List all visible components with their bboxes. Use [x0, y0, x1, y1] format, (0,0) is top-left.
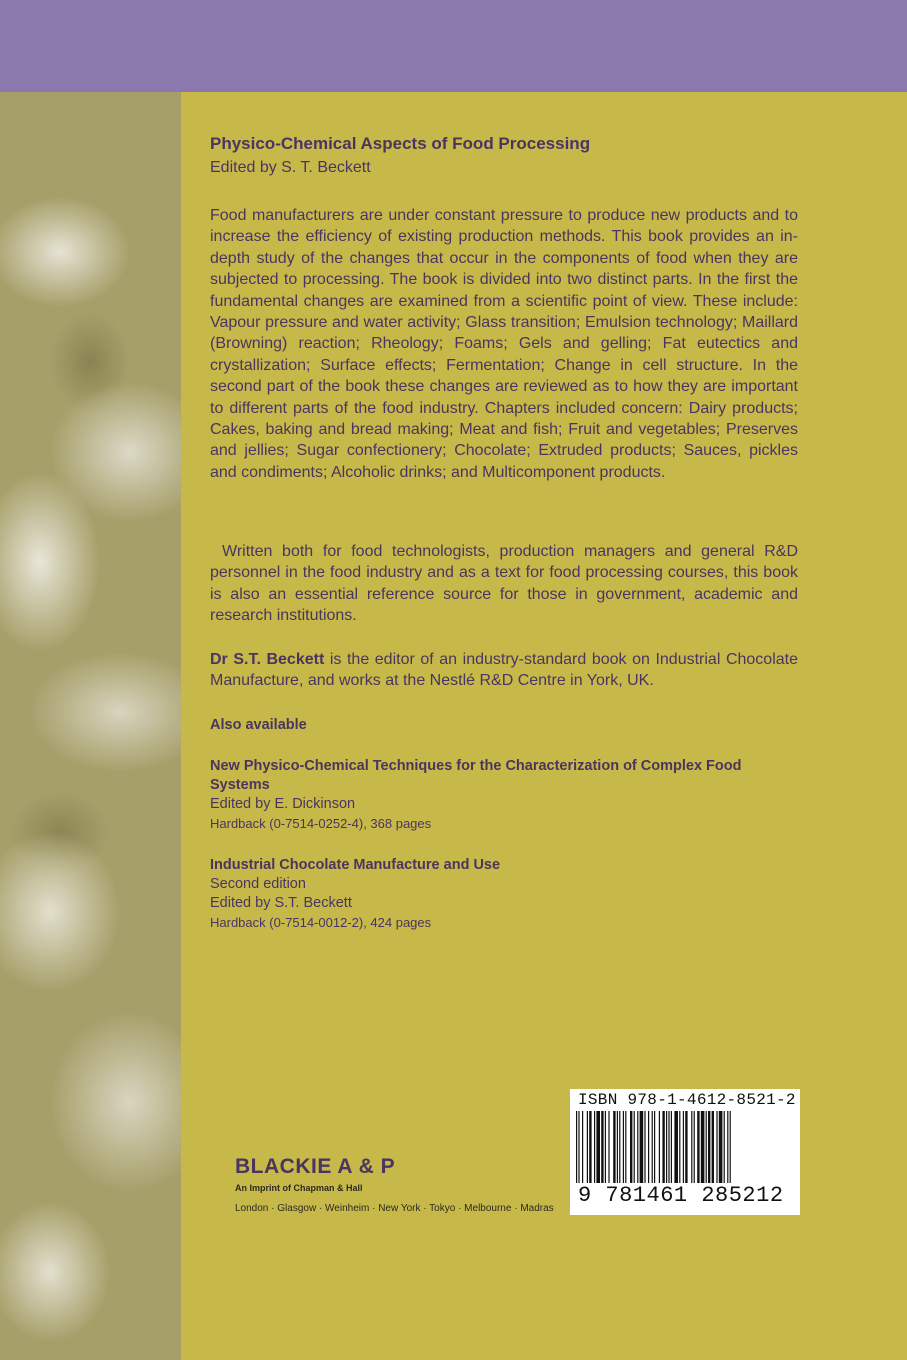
- barcode-bar: [596, 1111, 600, 1183]
- barcode-bar: [648, 1111, 649, 1183]
- barcode-bar: [652, 1111, 653, 1183]
- barcode-bar: [601, 1111, 603, 1183]
- related-book-editor: Edited by E. Dickinson: [210, 796, 356, 812]
- barcode-bar: [582, 1111, 583, 1183]
- barcode-bar: [666, 1111, 667, 1183]
- barcode-bar: [634, 1111, 635, 1183]
- barcode-bar: [605, 1111, 606, 1183]
- book-title: Physico-Chemical Aspects of Food Processing: [210, 134, 591, 153]
- publisher-logo: BLACKIE A & P: [235, 1155, 396, 1178]
- barcode-bar: [625, 1111, 626, 1183]
- book-editor: Edited by S. T. Beckett: [210, 159, 371, 176]
- barcode-bar: [608, 1111, 609, 1183]
- barcode-bar: [630, 1111, 632, 1183]
- publisher-cities: London · Glasgow · Weinheim · New York · Tokyo · Melbourne · Madras: [235, 1203, 554, 1214]
- barcode-bar: [683, 1111, 684, 1183]
- barcode-bar: [587, 1111, 588, 1183]
- also-available-heading: Also available: [210, 717, 307, 733]
- author-name: Dr S.T. Beckett: [210, 651, 325, 668]
- barcode-bar: [712, 1111, 714, 1183]
- barcode-bar: [679, 1111, 680, 1183]
- barcode-bar: [716, 1111, 717, 1183]
- barcode-bar: [668, 1111, 669, 1183]
- barcode-bar: [576, 1111, 577, 1183]
- barcode-bar: [719, 1111, 723, 1183]
- related-book-editor: Edited by S.T. Beckett: [210, 895, 352, 911]
- barcode-bars: [576, 1111, 794, 1183]
- barcode-bar: [724, 1111, 725, 1183]
- about-author: [210, 649, 798, 692]
- barcode-bar: [697, 1111, 699, 1183]
- related-book-details: Hardback (0-7514-0012-2), 424 pages: [210, 915, 432, 930]
- barcode-bar: [637, 1111, 638, 1183]
- barcode-bar: [708, 1111, 710, 1183]
- cover-side-image: [0, 92, 181, 1360]
- isbn-text: ISBN 978-1-4612-8521-2: [578, 1091, 796, 1109]
- barcode-bar: [644, 1111, 645, 1183]
- barcode-bar: [727, 1111, 728, 1183]
- barcode-bar: [589, 1111, 591, 1183]
- description-paragraph: Food manufacturers are under constant pressure to produce new products and to increase the efficiency of existing production methods. This book provides an in-depth study of the changes that occur in the components of food when they are subjected to processing. The book is divided into two distinct parts. In the first the fundamental changes are examined from a scientific point of view. These include: Vapour pressure and water activity; Glass transition; Emulsion technology; Maillard (Browning) reaction; Rheology; Foams; Gels and gelling; Fat eutectics and crystallization; Surface effects; Fermentation; Change in cell structure. In the second part of the book these changes are reviewed as to how they are important to different parts of the food industry. Chapters included concern: Dairy products; Cakes, baking and bread making; Meat and fish; Fruit and vegetables; Preserves and jellies; Sugar confectionery; Chocolate; Extruded products; Sauces, pickles and condiments; Alcoholic drinks; and Multicomponent products.: [210, 207, 798, 481]
- ean-number: 9 781461 285212: [578, 1183, 784, 1208]
- barcode-bar: [613, 1111, 615, 1183]
- related-book: [210, 856, 800, 932]
- barcode-bar: [617, 1111, 618, 1183]
- related-book: [210, 757, 800, 833]
- related-book-edition: Second edition: [210, 876, 306, 892]
- related-book-title: New Physico-Chemical Techniques for the Characterization of Complex Food Systems: [210, 758, 742, 793]
- barcode-bar: [594, 1111, 595, 1183]
- author-bio: is the editor of an industry-standard book on Industrial Chocolate Manufacture, and works at the Nestlé R&D Centre in York, UK.: [210, 651, 798, 690]
- barcode-bar: [654, 1111, 655, 1183]
- barcode-bar: [578, 1111, 579, 1183]
- barcode-bar: [694, 1111, 695, 1183]
- description-paragraph: Written both for food technologists, production managers and general R&D personnel in the food industry and as a text for food processing courses, this book is also an essential reference source for those in government, academic and research institutions.: [210, 543, 798, 625]
- barcode-bar: [706, 1111, 707, 1183]
- publisher-block: [235, 1155, 554, 1214]
- barcode-bar: [619, 1111, 620, 1183]
- publisher-imprint: An Imprint of Chapman & Hall: [235, 1183, 363, 1193]
- barcode-bar: [640, 1111, 644, 1183]
- barcode-bar: [730, 1111, 731, 1183]
- isbn-barcode: [570, 1089, 800, 1215]
- barcode-bar: [662, 1111, 664, 1183]
- barcode-bar: [701, 1111, 705, 1183]
- barcode-bar: [623, 1111, 624, 1183]
- barcode-bar: [674, 1111, 678, 1183]
- barcode-bar: [691, 1111, 692, 1183]
- related-book-details: Hardback (0-7514-0252-4), 368 pages: [210, 816, 432, 831]
- barcode-bar: [685, 1111, 687, 1183]
- barcode-bar: [671, 1111, 672, 1183]
- top-color-band: [0, 0, 907, 92]
- barcode-bar: [659, 1111, 660, 1183]
- related-book-title: Industrial Chocolate Manufacture and Use: [210, 857, 501, 873]
